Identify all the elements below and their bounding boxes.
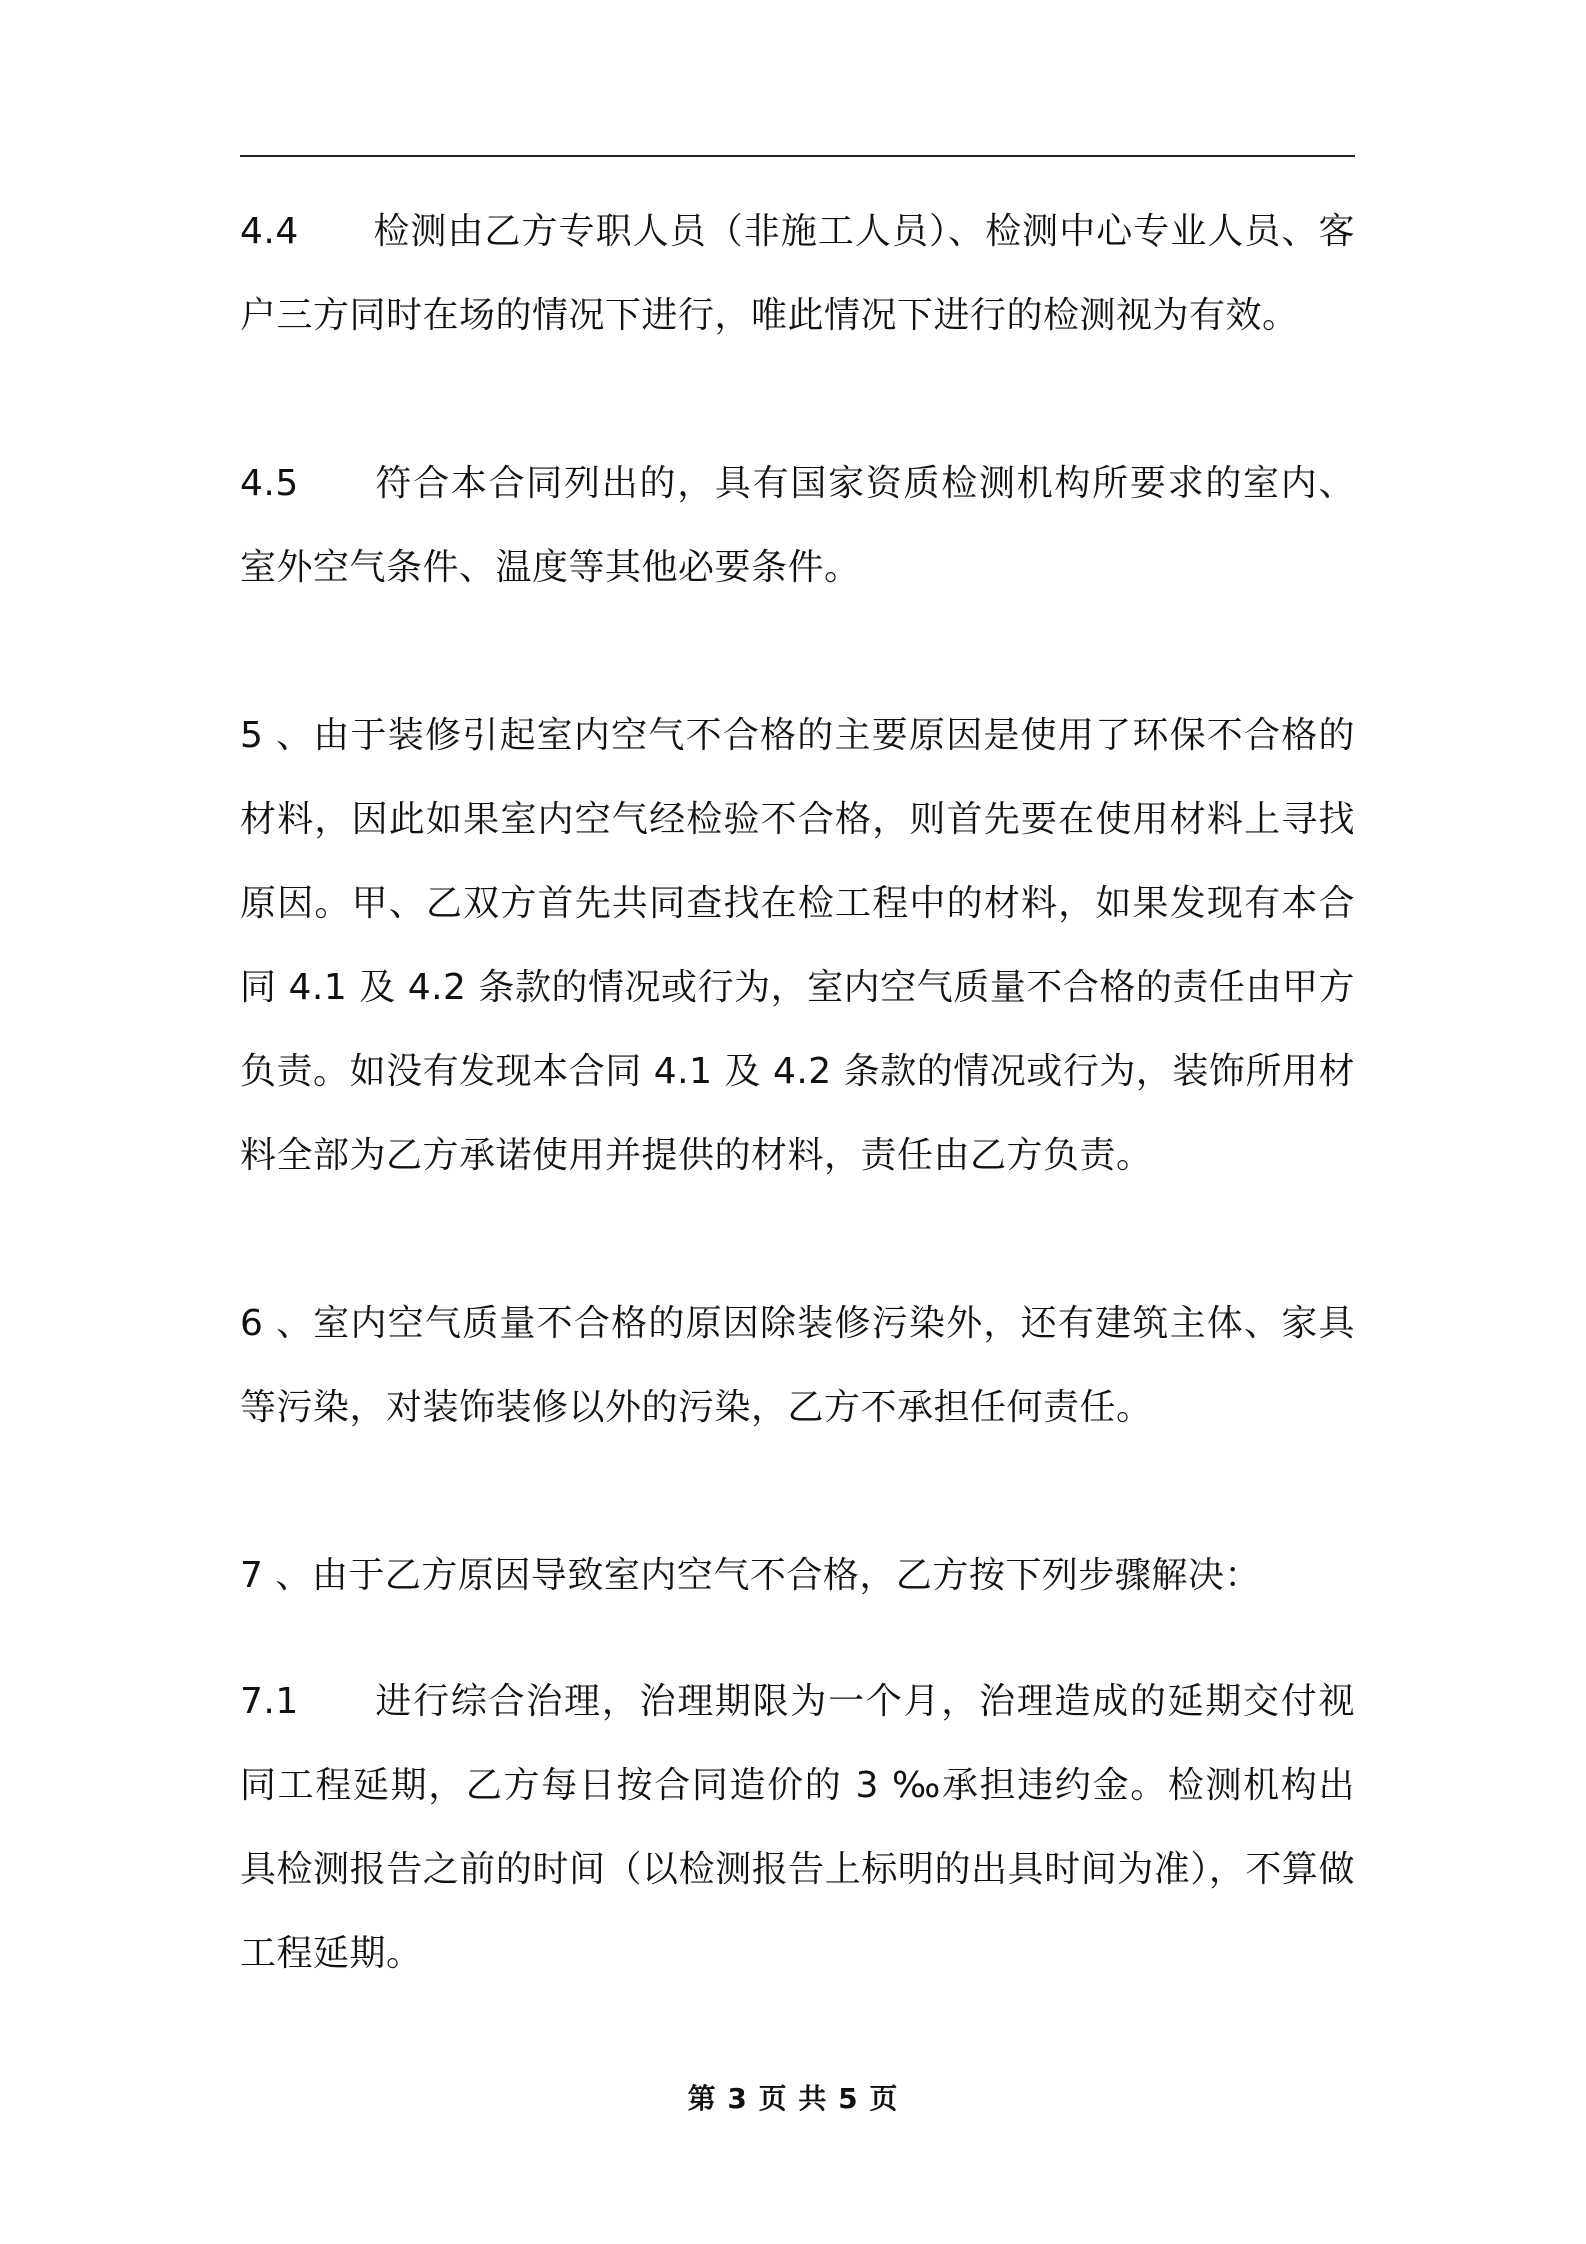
document-body: [240, 190, 1355, 1996]
header-rule: [240, 155, 1355, 157]
paragraph-7-1: 7.1 进行综合治理，治理期限为一个月，治理造成的延期交付视同工程延期，乙方每日按合同造价的 3 ‰承担违约金。检测机构出具检测报告之前的时间（以检测报告上标明的出具时间为准），不算做工程延期。: [240, 1681, 1355, 1974]
page-number-footer: 第 3 页 共 5 页: [687, 2082, 899, 2115]
paragraph-5: 5 、由于装修引起室内空气不合格的主要原因是使用了环保不合格的材料，因此如果室内空气经检验不合格，则首先要在使用材料上寻找原因。甲、乙双方首先共同查找在检工程中的材料，如果发现有本合同 4.1 及 4.2 条款的情况或行为，室内空气质量不合格的责任由甲方负责。如没有发现本合同 4.1 及 4.2 条款的情况或行为，装饰所用材料全部为乙方承诺使用并提供的材料，责任由乙方负责。: [240, 715, 1355, 1176]
paragraph-4-5: 4.5 符合本合同列出的，具有国家资质检测机构所要求的室内、室外空气条件、温度等其他必要条件。: [240, 463, 1355, 588]
paragraph-7: 7 、由于乙方原因导致室内空气不合格，乙方按下列步骤解决：: [240, 1555, 1261, 1596]
paragraph-6: 6 、室内空气质量不合格的原因除装修污染外，还有建筑主体、家具等污染，对装饰装修以外的污染，乙方不承担任何责任。: [240, 1303, 1355, 1428]
paragraph-4-4: 4.4 检测由乙方专职人员（非施工人员）、检测中心专业人员、客户三方同时在场的情况下进行，唯此情况下进行的检测视为有效。: [240, 211, 1355, 336]
